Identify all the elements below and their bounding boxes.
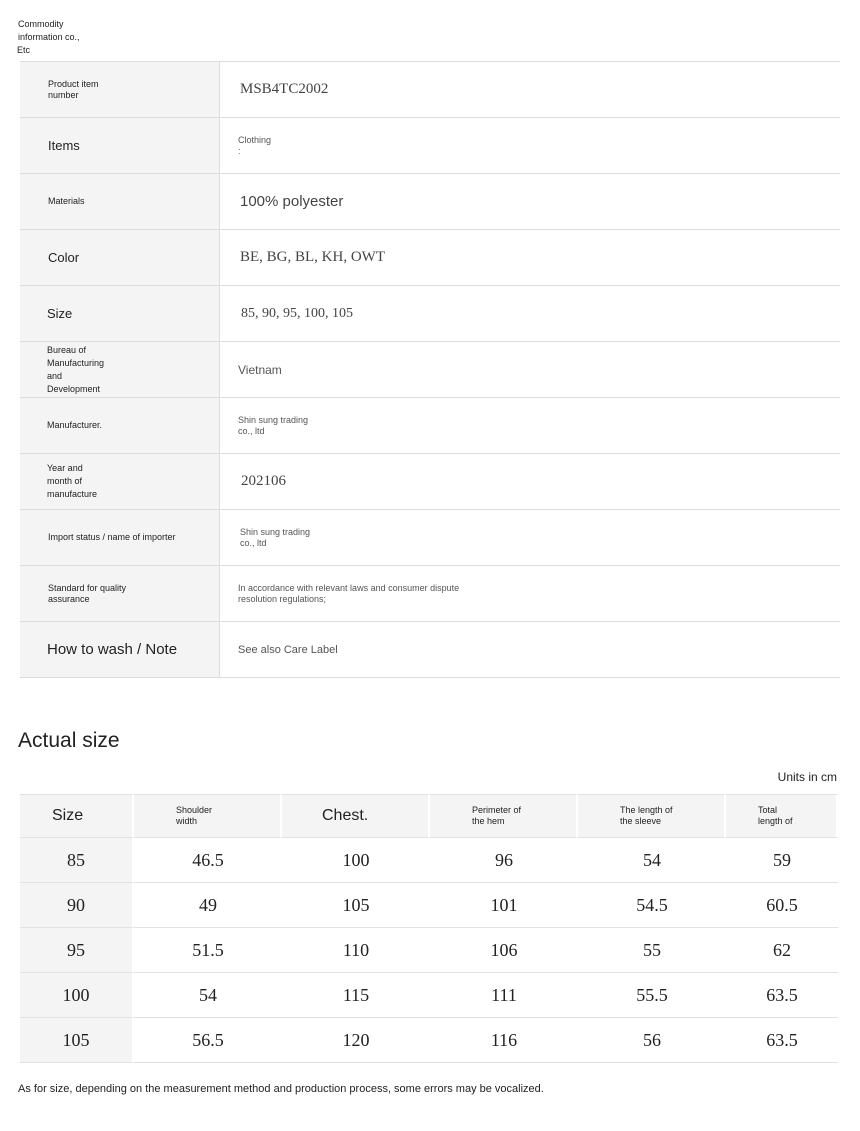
info-label xyxy=(20,398,220,453)
info-row xyxy=(20,398,840,454)
info-value xyxy=(220,342,840,397)
info-label-text: Bureau of Manufacturing and Development xyxy=(47,344,105,394)
header-hem-perimeter: Perimeter of the hem xyxy=(430,794,578,838)
shoulder-cell: 51.5 xyxy=(134,928,282,973)
size-cell: 95 xyxy=(20,928,134,973)
size-cell: 105 xyxy=(20,1018,134,1063)
info-label-text: Import status / name of importer xyxy=(48,532,176,542)
info-value xyxy=(220,454,840,509)
info-label xyxy=(20,566,220,621)
info-row xyxy=(20,510,840,566)
info-label-text: Materials xyxy=(48,196,85,206)
info-label-text: Color xyxy=(48,250,80,265)
info-label xyxy=(20,62,220,117)
size-row xyxy=(20,883,838,928)
sleeve-cell: 55 xyxy=(578,928,726,973)
total-length-cell: 59 xyxy=(726,838,838,883)
chest-cell: 100 xyxy=(282,838,430,883)
section-caption xyxy=(17,18,107,57)
info-label xyxy=(20,118,220,173)
info-row xyxy=(20,174,840,230)
info-label xyxy=(20,286,220,341)
shoulder-cell: 46.5 xyxy=(134,838,282,883)
info-value xyxy=(220,398,840,453)
info-label-text: Standard for quality assurance xyxy=(48,582,127,604)
header-shoulder-width: Shoulder width xyxy=(134,794,282,838)
chest-cell: 110 xyxy=(282,928,430,973)
info-value xyxy=(220,566,840,621)
chest-cell: 105 xyxy=(282,883,430,928)
hem-cell: 101 xyxy=(430,883,578,928)
header-chest: Chest. xyxy=(282,794,430,838)
info-value-text: See also Care Label xyxy=(238,643,338,656)
info-row xyxy=(20,62,840,118)
size-disclaimer: As for size, depending on the measurement method and production process, some errors may be vocalized. xyxy=(18,1083,544,1095)
chest-cell: 120 xyxy=(282,1018,430,1063)
info-value xyxy=(220,286,840,341)
hem-cell: 106 xyxy=(430,928,578,973)
info-label-text: Manufacturer. xyxy=(47,420,103,430)
actual-size-title: Actual size xyxy=(18,729,120,752)
info-row xyxy=(20,622,840,678)
info-value xyxy=(220,174,840,229)
shoulder-cell: 54 xyxy=(134,973,282,1018)
units-note: Units in cm xyxy=(777,770,837,784)
size-row xyxy=(20,838,838,883)
sleeve-cell: 56 xyxy=(578,1018,726,1063)
size-row xyxy=(20,1018,838,1063)
info-value xyxy=(220,118,840,173)
info-value-text: In accordance with relevant laws and consumer dispute resolution regulations; xyxy=(238,582,460,604)
info-value-text: 202106 xyxy=(241,473,286,489)
info-label xyxy=(20,342,220,397)
size-chart-table xyxy=(20,794,838,1063)
total-length-cell: 63.5 xyxy=(726,973,838,1018)
size-row xyxy=(20,973,838,1018)
info-row xyxy=(20,230,840,286)
header-size: Size xyxy=(20,794,134,838)
total-length-cell: 62 xyxy=(726,928,838,973)
caption-line: information co., xyxy=(18,32,80,42)
info-value xyxy=(220,230,840,285)
hem-cell: 96 xyxy=(430,838,578,883)
info-row xyxy=(20,118,840,174)
info-label-text: How to wash / Note xyxy=(47,641,178,658)
info-row xyxy=(20,566,840,622)
total-length-cell: 63.5 xyxy=(726,1018,838,1063)
caption-line: Commodity xyxy=(18,19,64,29)
hem-cell: 111 xyxy=(430,973,578,1018)
info-label-text: Size xyxy=(47,306,73,321)
info-value-text: 85, 90, 95, 100, 105 xyxy=(241,305,353,321)
sleeve-cell: 55.5 xyxy=(578,973,726,1018)
info-value-text: Clothing : xyxy=(238,134,272,156)
info-label xyxy=(20,622,220,677)
info-label xyxy=(20,454,220,509)
info-value-text: Vietnam xyxy=(238,362,282,377)
info-label-text: Product item number xyxy=(48,78,99,100)
info-label-text: Items xyxy=(48,138,80,153)
info-label xyxy=(20,510,220,565)
size-cell: 85 xyxy=(20,838,134,883)
shoulder-cell: 49 xyxy=(134,883,282,928)
info-value xyxy=(220,622,840,677)
info-value xyxy=(220,62,840,117)
header-total-length: Total length of xyxy=(726,794,838,838)
info-label xyxy=(20,230,220,285)
shoulder-cell: 56.5 xyxy=(134,1018,282,1063)
size-cell: 100 xyxy=(20,973,134,1018)
info-label-text: Year and month of manufacture xyxy=(47,463,98,499)
info-value-text: Shin sung trading co., ltd xyxy=(240,526,311,548)
info-row xyxy=(20,454,840,510)
info-value-text: Shin sung trading co., ltd xyxy=(238,414,309,436)
info-value-text: MSB4TC2002 xyxy=(240,81,329,97)
header-sleeve-length: The length of the sleeve xyxy=(578,794,726,838)
info-row xyxy=(20,342,840,398)
info-label xyxy=(20,174,220,229)
size-cell: 90 xyxy=(20,883,134,928)
info-value xyxy=(220,510,840,565)
caption-line: Etc xyxy=(17,45,31,55)
sleeve-cell: 54 xyxy=(578,838,726,883)
size-header-row xyxy=(20,794,838,838)
hem-cell: 116 xyxy=(430,1018,578,1063)
commodity-info-table xyxy=(20,61,840,678)
size-row xyxy=(20,928,838,973)
info-value-text: BE, BG, BL, KH, OWT xyxy=(240,249,385,265)
info-value-text: 100% polyester xyxy=(240,193,344,210)
chest-cell: 115 xyxy=(282,973,430,1018)
sleeve-cell: 54.5 xyxy=(578,883,726,928)
total-length-cell: 60.5 xyxy=(726,883,838,928)
info-row xyxy=(20,286,840,342)
